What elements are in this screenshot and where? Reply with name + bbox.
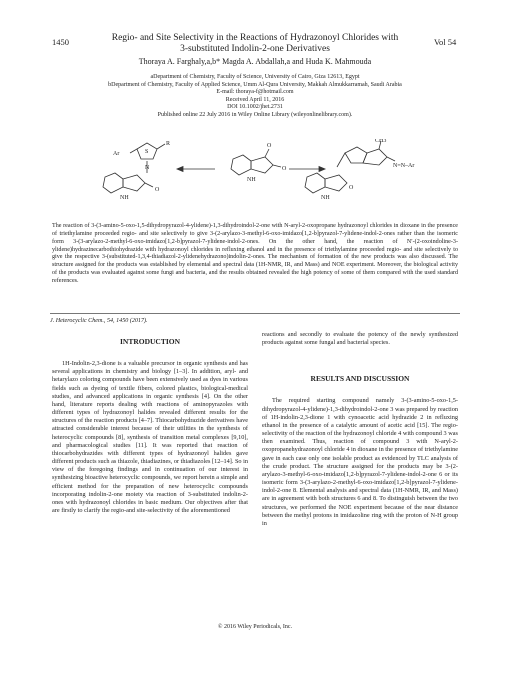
imidazole-ring [363,149,387,165]
left-column [52,337,248,515]
reaction-scheme [75,139,435,214]
scheme-label-nh-left: NH [120,195,129,201]
received-date: Received April 11, 2016 [225,96,285,103]
scheme-label-ar-right: N=N–Ar [393,163,415,169]
scheme-label-ar-left: Ar [113,151,120,157]
abstract: The reaction of 3-(3-amino-5-oxo-1,5-dihydropyrazol-4-ylidene)-1,3-dihydroindol-2-one with N-aryl-2-oxopropane hydrazonoyl chlorides in dioxane in the presence of triethylamine proceeded regio- and site selectively to give 3-(2-arylazo-3-methyl-6-oxo-imidazo[1,2-b]pyrazol-7-ylidene-indol-2-ones rather than the isomeric form 3-(3-arylazo-2-methyl-6-oxo-imidazo[1,2-b]pyrazol-7-ylidene-indol-2-ones. On the other hand, the reaction of N′-(2-oxoindoline-3-ylidene)hydrazinecarbothiohydrazide with hydrazonoyl chlorides in refluxing ethanol and in the presence of triethylamine proceeded regio- and site selectively to give the respective 3-(substituted-1,3,4-thiadiazol-2-ylidenehydrazono)indolin-2-ones. The mechanism of formation of the new products was also discussed. The structure assigned for the products was established by elemental and spectral data (1H-NMR, IR, and Mass) and NOE experiment. Moreover, the biological activity of the products was evaluated against some fungi and bacteria, and the results obtained revealed the high potency of some of them compared with the used standard references. [52,223,458,284]
scheme-label-o-right: O [349,185,354,191]
scheme-label-o-mid-2: O [282,166,287,172]
scheme-label-o-mid-1: O [267,143,272,149]
right-column-continuation: reactions and secondly to evaluate the potency of the newly synthesized products against some fungal and bacterial species. [262,331,458,347]
scheme-label-ch3: CH3 [375,139,387,144]
benzene-ring-right [305,173,325,193]
results-text: The required starting compound namely 3-(3-amino-5-oxo-1,5-dihydropyrazol-4-ylidene)-1,3-dihydroindol-2-one 3 was prepared by reaction of 1H-indolin-2,3-dione 1 with cynoacetic acid hydrazide 2 in refluxing ethanol in the presence of a catalytic amount of acetic acid [15]. The regio-selectivity of the reaction of the hydrazonoyl chloride 4 with compound 3 was then examined. Thus, reaction of compound 3 with N-aryl-2-oxopropanehydrazonoyl chloride 4 in dioxane in the presence of triethylamine gave in each case only one isolable product as evidenced by TLC analysis of the crude product. The structure assigned for the products may be 3-(2-arylazo-3-methyl-6-oxo-imidazo[1,2-b]pyrazol-7-ylidene-indol-2-one 6 or its isomeric form 3-(3-arylazo-2-methyl-6-oxo-imidazo[1,2-b]pyrazol-7-ylidene-indol-2-one 8. Elemental analysis and spectral data (1H-NMR, IR, and Mass) are in agreement with both structures 6 and 8. To distinguish between the two structures, we performed the NOE experiment because of the near distance between the methyl protons in imidazoline ring with the proton of N-H group in [262,397,458,527]
introduction-heading: INTRODUCTION [119,337,180,346]
section-divider [50,313,460,314]
scheme-label-r: R [166,141,171,147]
title-line-1: Regio- and Site Selectivity in the Reactions of Hydrazonoyl Chlorides with [111,33,399,43]
scheme-label-nh-mid: NH [247,177,256,183]
title-line-2: 3-substituted Indolin-2-one Derivatives [180,44,330,54]
scheme-label-n: N [145,165,150,171]
scheme-label-o-left: O [155,187,160,193]
published-online: Published online 22 July 2016 in Wiley Online Library (wileyonlinelibrary.com). [157,111,353,118]
indolinone-ring-left [123,175,145,191]
affiliation-a: aDepartment of Chemistry, Faculty of Science, University of Cairo, Giza 12613, Egypt [150,74,360,80]
indolinone-ring-right [325,175,347,191]
doi: DOI 10.1002/jhet.2731 [227,104,283,111]
introduction-text: 1H-Indolin-2,3-dione is a valuable precursor in organic synthesis and has several applications in chemistry and biology [1–3]. In addition, aryl- and hetarylazo coloring compounds have been extensively used as dyes in various fields such as dyeing of textile fibers, colored plastics, biological-medical studies, and advanced applications in organic synthesis [4]. On the other hand, literature reports dealing with reactions of aminopyrazoles with different types of hydrazonoyl halides revealed different results for the structures of the reaction products [4–7]. Thiocarbohydrazide derivatives have attracted considerable interest because of their utilities in the synthesis of heterocyclic compounds [8], synthesis of transition metal complexes [9,10], and pharmacological studies [11]. It was reported that reaction of thiocarbohydrazides with different types of hydrazonoyl halides gave different products such as thiazole, thiadiazines, or thiadiazoles [12–14]. So in view of the foregoing findings and in continuation of our interest in synthesizing bioactive heterocyclic compounds, we report herein a simple and efficient method for the preparation of new heterocyclic compounds incorporating indolin-2-one moiety via reaction of 3-substituted indolin-2-ones with hydrazonoyl chlorides in basic medium. Our objectives after that are firstly to clarify the regio-and site-selectivity of the aforementioned [52,360,248,514]
affiliation-b: bDepartment of Chemistry, Faculty of Applied Science, Umm Al-Qura University, Makkah Almukkarramah, Saudi Arabia [108,81,402,88]
volume-label: Vol 54 [434,37,457,47]
affiliations [40,74,470,120]
results-heading: RESULTS AND DISCUSSION [310,374,410,384]
right-column [262,331,458,528]
email: E-mail: thoraya-f@hotmail.com [216,89,294,96]
copyright-footer: © 2016 Wiley Periodicals, Inc. [217,624,293,630]
scheme-label-nh-right: NH [321,195,330,201]
journal-citation: J. Heterocyclic Chem., 54, 1450 (2017). [50,318,148,324]
benzene-ring-mid [231,155,251,175]
benzene-ring-left [103,173,123,193]
article-title [90,33,420,55]
page-number: 1450 [52,37,69,47]
isatin-ring [251,157,273,173]
author-list: Thoraya A. Farghaly,a,b* Magda A. Abdallah,a and Huda K. Mahmouda [138,57,372,66]
scheme-label-s: S [145,149,149,155]
